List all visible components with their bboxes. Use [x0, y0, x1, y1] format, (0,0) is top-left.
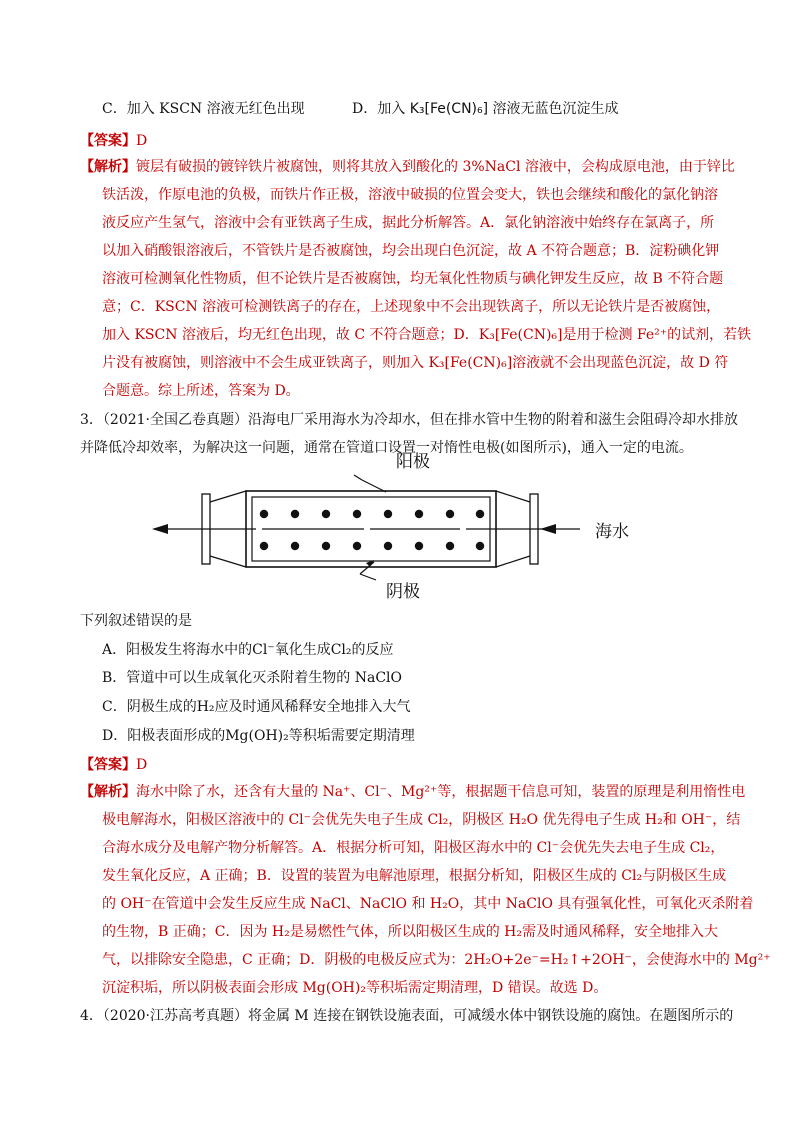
q2-answer	[80, 131, 147, 151]
answer-value: D	[136, 133, 148, 149]
q3-option-c: C．阴极生成的H₂应及时通风稀释安全地排入大气	[102, 699, 411, 715]
analysis-tag: 【解析】	[80, 159, 136, 175]
q3-stem-line: 并降低冷却效率，为解决这一问题，通常在管道口设置一对惰性电极(如图所示)，通入一定的电流。	[80, 440, 693, 456]
q3-answer	[80, 755, 147, 775]
anode-label: 阳极	[396, 452, 430, 472]
q3-question: 下列叙述错误的是	[80, 613, 192, 629]
q3-analysis-line: 极电解海水，阳极区溶液中的 Cl⁻会优先失电子生成 Cl₂，阴极区 H₂O 优先得电子生成 H₂和 OH⁻，结	[102, 812, 741, 828]
analysis-tag: 【解析】	[80, 784, 136, 800]
q3-analysis-line: 气，以排除安全隐患，C 正确；D．阴极的电极反应式为：2H₂O+2e⁻=H₂↑+2OH⁻，会使海水中的 Mg²⁺	[102, 952, 771, 968]
q2-option-d	[352, 99, 619, 119]
q2-analysis-line: 以加入硝酸银溶液后，不管铁片是否被腐蚀，均会出现白色沉淀，故 A 不符合题意；B．淀粉碘化钾	[102, 243, 720, 259]
q3-option-a: A．阳极发生将海水中的Cl⁻氧化生成Cl₂的反应	[102, 642, 394, 658]
q2-analysis-line: 合题意。综上所述，答案为 D。	[102, 383, 300, 399]
q4-stem-line: 4．（2020·江苏高考真题）将金属 M 连接在钢铁设施表面，可减缓水体中钢铁设施的腐蚀。在题图所示的	[80, 1008, 734, 1024]
q3-analysis-line: 合海水成分及电解产物分析解答。A．根据分析可知，阳极区海水中的 Cl⁻会优先失去电子生成 Cl₂，	[102, 840, 725, 856]
answer-value: D	[136, 757, 148, 773]
q2-analysis-line: 加入 KSCN 溶液后，均无红色出现，故 C 不符合题意；D．K₃[Fe(CN)₆]是用于检测 Fe²⁺的试剂，若铁	[102, 327, 752, 343]
q2-analysis-line: 溶液可检测氧化性物质，但不论铁片是否被腐蚀，均无氧化性物质与碘化钾发生反应，故 B 不符合题	[102, 271, 724, 287]
q3-option-d: D．阳极表面形成的Mg(OH)₂等积垢需要定期清理	[102, 728, 415, 744]
q3-option-b: B．管道中可以生成氧化灭杀附着生物的 NaClO	[102, 670, 403, 686]
q2-option-d-formula: K₃[Fe(CN)₆]	[409, 101, 489, 117]
q3-analysis-line: 【解析】海水中除了水，还含有大量的 Na⁺、Cl⁻、Mg²⁺等，根据题干信息可知，装置的原理是利用惰性电	[80, 784, 746, 800]
q2-option-c: C．加入 KSCN 溶液无红色出现	[102, 101, 305, 117]
q3-analysis-line: 的 OH⁻在管道中会发生反应生成 NaCl、NaClO 和 H₂O，其中 NaClO 具有强氧化性，可氧化灭杀附着	[102, 896, 754, 912]
flow-arrow-head	[152, 524, 168, 534]
inflow-arrow-head	[540, 524, 556, 534]
answer-tag: 【答案】	[80, 133, 136, 149]
q3-analysis-line: 的生物，B 正确；C．因为 H₂是易燃性气体，所以阳极区生成的 H₂需及时通风稀释，安全地排入大	[102, 924, 718, 940]
q2-analysis-line: 【解析】镀层有破损的镀锌铁片被腐蚀，则将其放入到酸化的 3%NaCl 溶液中，会构成原电池，由于锌比	[80, 159, 735, 175]
q2-analysis-line: 意；C．KSCN 溶液可检测铁离子的存在，上述现象中不会出现铁离子，所以无论铁片是否被腐蚀，	[102, 299, 721, 315]
q2-option-d-suffix: 溶液无蓝色沉淀生成	[492, 101, 619, 117]
answer-tag: 【答案】	[80, 757, 136, 773]
electrolysis-pipe-diagram	[140, 450, 660, 600]
q2-option-d-prefix: D．加入	[352, 101, 406, 117]
cathode-label: 阴极	[386, 582, 420, 602]
q2-analysis-line: 片没有被腐蚀，则溶液中不会生成亚铁离子，则加入 K₃[Fe(CN)₆]溶液就不会出现蓝色沉淀，故 D 符	[102, 355, 729, 371]
seawater-label: 海水	[595, 522, 629, 542]
q3-analysis-line: 沉淀积垢，所以阴极表面会形成 Mg(OH)₂等积垢需定期清理，D 错误。故选 D。	[102, 980, 608, 996]
q2-analysis-line: 铁活泼，作原电池的负极，而铁片作正极，溶液中破损的位置会变大，铁也会继续和酸化的氯化钠溶	[102, 187, 718, 203]
q2-analysis-line: 液反应产生氢气，溶液中会有亚铁离子生成，据此分析解答。A．氯化钠溶液中始终存在氯离子，所	[102, 215, 715, 231]
q3-stem-line: 3．（2021·全国乙卷真题）沿海电厂采用海水为冷却水，但在排水管中生物的附着和滋生会阻碍冷却水排放	[80, 412, 738, 428]
q3-analysis-line: 发生氧化反应，A 正确；B．设置的装置为电解池原理，根据分析知，阳极区生成的 Cl₂与阴极区生成	[102, 868, 727, 884]
